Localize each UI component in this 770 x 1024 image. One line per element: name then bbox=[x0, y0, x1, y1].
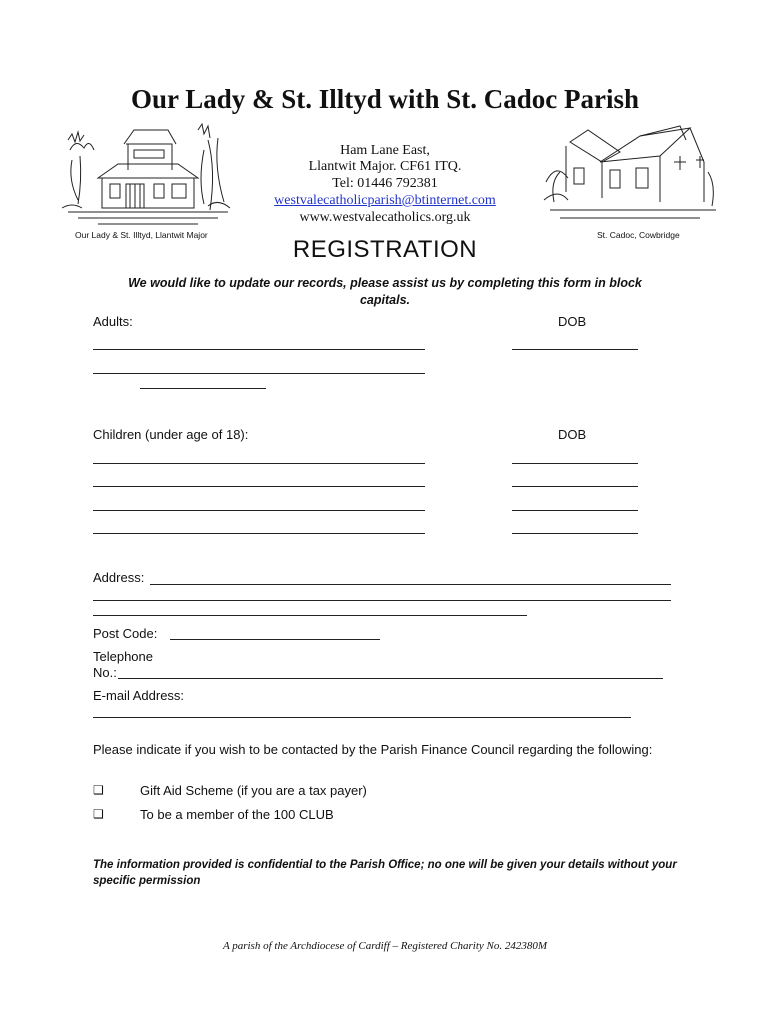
telephone-label: Telephone bbox=[93, 649, 153, 664]
child-dob-field[interactable] bbox=[512, 510, 638, 511]
adult-name-field[interactable] bbox=[93, 373, 425, 374]
telephone-field[interactable] bbox=[118, 678, 663, 679]
child-name-field[interactable] bbox=[93, 463, 425, 464]
footer-charity-text: A parish of the Archdiocese of Cardiff – Registered Charity No. 242380M bbox=[222, 940, 548, 952]
child-dob-field[interactable] bbox=[512, 463, 638, 464]
email-label: E-mail Address: bbox=[93, 688, 185, 703]
postcode-label: Post Code: bbox=[93, 626, 158, 641]
form-intro: We would like to update our records, please assist us by completing this form in block capitals. bbox=[128, 276, 642, 307]
confidentiality-notice: The information provided is confidential to the Parish Office; no one will be given your details without your specific permission bbox=[93, 859, 677, 887]
parish-title: Our Lady & St. Illtyd with St. Cadoc Parish bbox=[130, 84, 640, 114]
email-link[interactable]: westvalecatholicparish@btinternet.com bbox=[274, 193, 496, 208]
hundred-club-checkbox[interactable]: ❑ bbox=[93, 807, 104, 821]
our-lady-church-illustration bbox=[58, 120, 238, 232]
left-church-caption: Our Lady & St. Illtyd, Llantwit Major bbox=[75, 230, 208, 240]
child-dob-field[interactable] bbox=[512, 533, 638, 534]
hundred-club-option-label: To be a member of the 100 CLUB bbox=[140, 807, 334, 822]
telephone-label-no: No.: bbox=[93, 665, 117, 680]
email-field[interactable] bbox=[93, 717, 631, 718]
contact-question: Please indicate if you wish to be contacted by the Parish Finance Council regarding the following: bbox=[93, 742, 653, 757]
email-link-wrapper bbox=[230, 193, 540, 209]
right-church-caption: St. Cadoc, Cowbridge bbox=[597, 230, 680, 240]
gift-aid-checkbox[interactable]: ❑ bbox=[93, 783, 104, 797]
adult-dob-field[interactable] bbox=[140, 388, 266, 389]
telephone-number: Tel: 01446 792381 bbox=[332, 176, 438, 191]
st-cadoc-church-illustration bbox=[540, 122, 720, 228]
adult-dob-field[interactable] bbox=[512, 349, 638, 350]
address-field-line-3[interactable] bbox=[93, 615, 527, 616]
gift-aid-option-label: Gift Aid Scheme (if you are a tax payer) bbox=[140, 783, 367, 798]
adult-name-field[interactable] bbox=[93, 349, 425, 350]
address-field-line-1[interactable] bbox=[150, 584, 671, 585]
registration-heading: REGISTRATION bbox=[292, 236, 478, 263]
children-label: Children (under age of 18): bbox=[93, 427, 249, 442]
website-url: www.westvalecatholics.org.uk bbox=[299, 210, 471, 225]
adults-label: Adults: bbox=[93, 314, 133, 329]
child-name-field[interactable] bbox=[93, 486, 425, 487]
address-label: Address: bbox=[93, 570, 145, 585]
adults-dob-label: DOB bbox=[558, 314, 587, 329]
address-field-line-2[interactable] bbox=[93, 600, 671, 601]
child-name-field[interactable] bbox=[93, 533, 425, 534]
address-line-1: Ham Lane East, bbox=[340, 143, 430, 158]
postcode-field[interactable] bbox=[170, 639, 380, 640]
child-name-field[interactable] bbox=[93, 510, 425, 511]
address-line-2: Llantwit Major. CF61 ITQ. bbox=[308, 159, 462, 174]
child-dob-field[interactable] bbox=[512, 486, 638, 487]
children-dob-label: DOB bbox=[558, 427, 587, 442]
